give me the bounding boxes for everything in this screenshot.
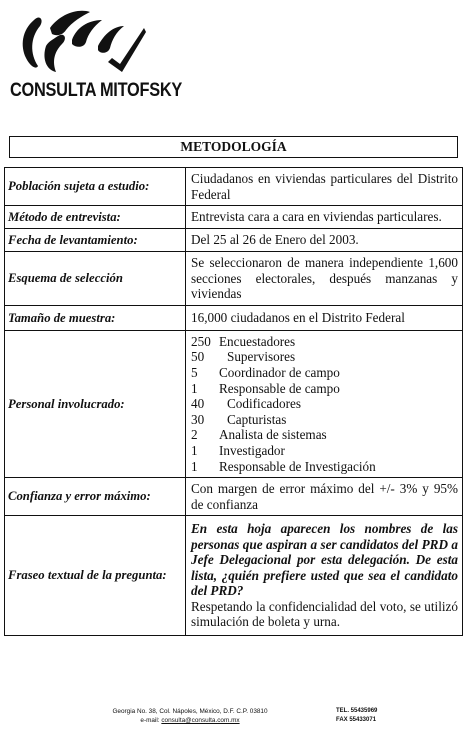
list-item: 250 Encuestadores [191, 333, 296, 349]
company-logo [10, 6, 183, 106]
row-value: Entrevista cara a cara en viviendas particulares. [186, 206, 463, 229]
email-link[interactable]: consulta@consulta.com.mx [161, 717, 240, 724]
mitofsky-logo-graphic [16, 6, 148, 80]
logo-wordmark: CONSULTA MITOFSKY [10, 80, 183, 101]
question-text: En esta hoja aparecen los nombres de las personas que aspiran a ser candidatos del PRD a Jefe Delegacional por esta delegación. De esta lista, ¿quién prefiere usted que sea el candidato del PRD? [191, 521, 458, 599]
row-value: 16,000 ciudadanos en el Distrito Federal [186, 306, 463, 331]
row-value: Ciudadanos en viviendas particulares del Distrito Federal [186, 168, 463, 206]
row-label: Población sujeta a estudio: [5, 168, 186, 206]
table-row [5, 306, 463, 331]
table-row [5, 252, 463, 306]
table-row [5, 168, 463, 206]
footer-fax: FAX 55433071 [336, 717, 377, 723]
list-item: 40 Codificadores [191, 396, 301, 412]
row-value: Con margen de error máximo del +/- 3% y 95% de confianza [186, 478, 463, 516]
list-item: 1 Responsable de Investigación [191, 458, 376, 474]
list-item: 30 Capturistas [191, 411, 287, 427]
question-cell [186, 516, 463, 636]
row-value: Se seleccionaron de manera independiente 1,600 secciones electorales, después manzanas y viviendas [186, 252, 463, 306]
section-title: METODOLOGÍA [9, 136, 458, 158]
list-item: 1 Investigador [191, 442, 285, 458]
methodology-table [4, 167, 463, 636]
list-item: 2 Analista de sistemas [191, 427, 327, 443]
footer-address-block [90, 707, 290, 725]
table-row [5, 331, 463, 478]
list-item: 1 Responsable de campo [191, 380, 340, 396]
footer-tel: TEL. 55435969 [336, 708, 378, 714]
table-row [5, 516, 463, 636]
row-label: Esquema de selección [5, 252, 186, 306]
row-label: Fraseo textual de la pregunta: [5, 516, 186, 636]
footer-address: Georgia No. 38, Col. Nápoles, México, D.F. C.P. 03810 [112, 708, 268, 715]
row-value: Del 25 al 26 de Enero del 2003. [186, 229, 463, 252]
question-note: Respetando la confidencialidad del voto, se utilizó simulación de boleta y urna. [191, 598, 458, 630]
footer-contact [336, 707, 377, 725]
table-row [5, 478, 463, 516]
list-item: 5 Coordinador de campo [191, 365, 340, 381]
footer-email-line: e-mail: consulta@consulta.com.mx [140, 717, 240, 724]
row-label: Tamaño de muestra: [5, 306, 186, 331]
row-label: Confianza y error máximo: [5, 478, 186, 516]
row-label: Fecha de levantamiento: [5, 229, 186, 252]
row-label: Personal involucrado: [5, 331, 186, 478]
table-row [5, 206, 463, 229]
row-label: Método de entrevista: [5, 206, 186, 229]
table-row [5, 229, 463, 252]
personnel-list [186, 331, 463, 478]
list-item: 50 Supervisores [191, 349, 296, 365]
